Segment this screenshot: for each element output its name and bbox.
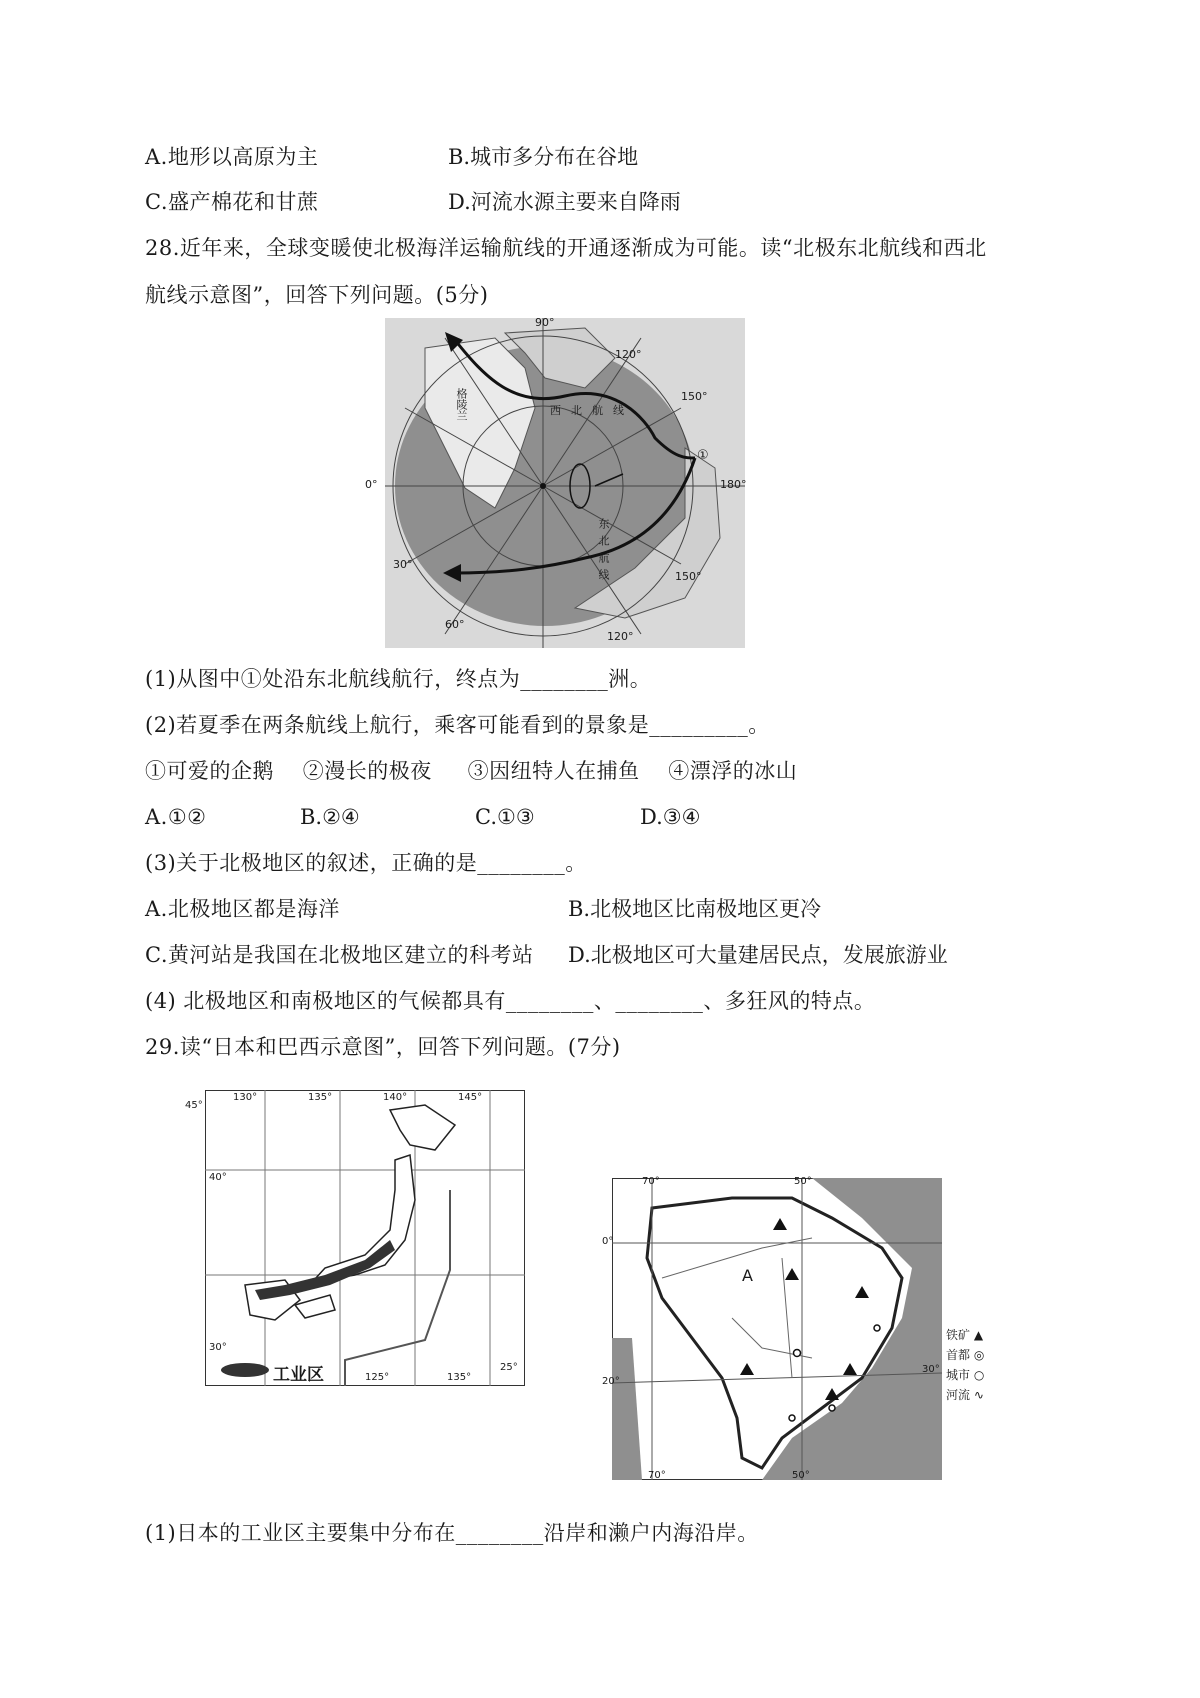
arctic-lon-0: 0° [365,478,378,491]
japan-lat-45: 45° [185,1100,203,1111]
q27-option-b: B.城市多分布在谷地 [448,145,639,169]
arctic-lon-150-right: 150° [681,390,708,403]
q27-option-c: C.盛产棉花和甘蔗 [145,190,319,214]
q28-stem-line1: 28.近年来，全球变暖使北极海洋运输航线的开通逐渐成为可能。读“北极东北航线和西北 [145,236,987,260]
q28-part1: (1)从图中①处沿东北航线航行，终点为________洲。 [145,667,652,691]
japan-legend-industry: 工业区 [273,1365,324,1385]
arctic-lon-120-bottom: 120° [607,630,634,643]
legend-capital-row [946,1345,984,1365]
q28-part4: (4) 北极地区和南极地区的气候都具有________、________、多狂风的特点。 [145,989,876,1013]
brazil-lon-70: 70° [642,1176,660,1187]
japan-lon-135: 135° [308,1092,333,1103]
brazil-lat-0: 0° [602,1236,614,1247]
q28-part2-option-d: D.③④ [640,805,701,829]
arctic-lon-150-bottom: 150° [675,570,702,583]
japan-lon-125: 125° [365,1372,390,1383]
q28-part2-option-c: C.①③ [475,805,535,829]
q28-part3: (3)关于北极地区的叙述，正确的是________。 [145,851,587,875]
brazil-lon-50: 50° [794,1176,812,1187]
arctic-marker-1: ① [697,448,709,463]
q28-stem-line2: 航线示意图”，回答下列问题。(5分) [145,283,489,307]
arctic-route-east-label: 东北航线 [597,518,610,586]
q28-part2-choices: ①可爱的企鹅 ②漫长的极夜 ③因纽特人在捕鱼 ④漂浮的冰山 [145,759,798,783]
arctic-greenland-label: 格陵兰 [455,388,468,421]
q27-option-d: D.河流水源主要来自降雨 [448,190,681,214]
legend-capital-label: 首都 [946,1348,971,1362]
brazil-lon-70-bottom: 70° [648,1470,666,1481]
japan-lat-25: 25° [500,1362,518,1373]
q27-option-a: A.地形以高原为主 [145,145,319,169]
q28-part3-option-a: A.北极地区都是海洋 [145,897,340,921]
arctic-lon-60: 60° [445,618,465,631]
japan-map [185,1090,525,1386]
arctic-route-map [365,316,747,648]
japan-lat-40: 40° [209,1172,227,1183]
iron-triangle-icon: ▲ [973,1328,984,1342]
legend-river-row [946,1385,984,1405]
arctic-lon-90: 90° [535,316,555,329]
city-circle-icon: ○ [973,1368,985,1382]
q28-part2-option-b: B.②④ [300,805,360,829]
brazil-legend [946,1325,984,1405]
q28-part3-option-b: B.北极地区比南极地区更冷 [568,897,822,921]
japan-lat-30: 30° [209,1342,227,1353]
japan-lon-135-bottom: 135° [447,1372,472,1383]
brazil-label-a: A [742,1266,753,1285]
japan-lon-145: 145° [458,1092,483,1103]
arctic-lon-30: 30° [393,558,413,571]
capital-circle-icon: ◎ [973,1348,985,1362]
brazil-lon-50-bottom: 50° [792,1470,810,1481]
brazil-lat-30: 30° [922,1364,940,1375]
legend-river-label: 河流 [946,1388,971,1402]
brazil-map [602,1176,942,1481]
q28-part3-option-c: C.黄河站是我国在北极地区建立的科考站 [145,943,534,967]
legend-city-row [946,1365,984,1385]
japan-lon-140: 140° [383,1092,408,1103]
q28-part2-option-a: A.①② [145,805,207,829]
brazil-lat-20: 20° [602,1376,620,1387]
q28-part3-option-d: D.北极地区可大量建居民点，发展旅游业 [568,943,948,967]
legend-iron-label: 铁矿 [946,1328,971,1342]
q29-stem: 29.读“日本和巴西示意图”，回答下列问题。(7分) [145,1035,621,1059]
q28-part2: (2)若夏季在两条航线上航行，乘客可能看到的景象是_________。 [145,713,770,737]
arctic-lon-120-top: 120° [615,348,642,361]
legend-city-label: 城市 [946,1368,971,1382]
q29-part1: (1)日本的工业区主要集中分布在________沿岸和濑户内海沿岸。 [145,1521,759,1545]
japan-lon-130: 130° [233,1092,258,1103]
legend-iron-row [946,1325,984,1345]
river-line-icon: ∿ [973,1388,984,1402]
arctic-lon-180: 180° [720,478,747,491]
arctic-route-west-label: 西北航线 [550,404,634,417]
